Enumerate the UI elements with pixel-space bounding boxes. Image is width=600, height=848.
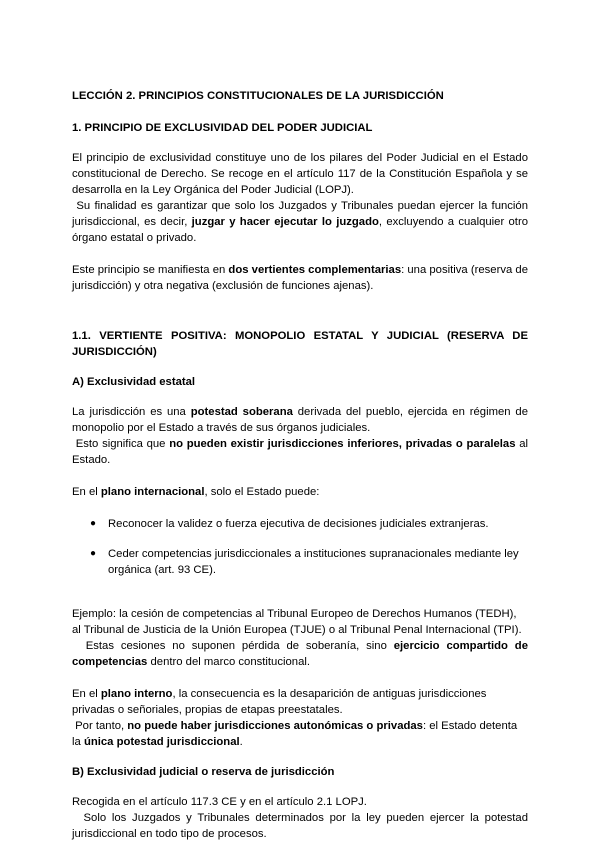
paragraph-potestad: La jurisdicción es una potestad soberana derivada del pueblo, ejercida en régimen de monopolio por el Estado a través de sus órganos judiciales.: [72, 406, 528, 434]
list-item: ● Ceder competencias jurisdiccionales a instituciones supranacionales mediante ley orgánica (art. 93 CE).: [90, 548, 519, 576]
paragraph-purpose: Su finalidad es garantizar que solo los Juzgados y Tribunales puedan ejercer la función jurisdiccional, es decir, juzgar y hacer ejecutar lo juzgado, excluyendo a cualquier otro órgano estatal o privado.: [72, 200, 528, 244]
bullet-icon: ●: [90, 518, 97, 529]
section-heading-1: 1. PRINCIPIO DE EXCLUSIVIDAD DEL PODER JUDICIAL: [72, 122, 373, 134]
paragraph-plano-internacional: En el plano internacional, solo el Estado puede:: [72, 486, 320, 498]
list-item: ● Reconocer la validez o fuerza ejecutiva de decisiones judiciales extranjeras.: [90, 518, 489, 530]
section-heading-1-1: 1.1. VERTIENTE POSITIVA: MONOPOLIO ESTATAL Y JUDICIAL (RESERVA DE JURISDICCIÓN): [72, 330, 528, 358]
intro-text: El principio de exclusividad constituye uno de los pilares del Poder Judicial en el Estado constitucional de Derecho. Se recoge en el artículo 117 de la Constitución Española y se desarrolla en la Ley Orgánica del Poder Judicial (LOPJ).: [72, 152, 528, 196]
paragraph-conclusion: Por tanto, no puede haber jurisdicciones autonómicas o privadas: el Estado detenta la única potestad jurisdiccional.: [72, 720, 518, 748]
paragraph-intro: [72, 150, 528, 198]
paragraph-recogida: Recogida en el artículo 117.3 CE y en el artículo 2.1 LOPJ.: [72, 796, 367, 808]
paragraph-ejemplo: Ejemplo: la cesión de competencias al Tribunal Europeo de Derechos Humanos (TEDH), al Tribunal de Justicia de la Unión Europea (TJUE) o al Tribunal Penal Internacional (TPI).: [72, 608, 522, 636]
paragraph-reserva: Solo los Juzgados y Tribunales determinados por la ley pueden ejercer la potestad jurisdiccional en todo tipo de procesos.: [72, 812, 528, 840]
paragraph-cesiones: Estas cesiones no suponen pérdida de soberanía, sino ejercicio compartido de competencias dentro del marco constitucional.: [72, 640, 528, 668]
bullet-icon: ●: [90, 548, 97, 559]
paragraph-plano-interno: En el plano interno, la consecuencia es la desaparición de antiguas jurisdicciones privadas o señoriales, propias de etapas preestatales.: [72, 688, 487, 716]
bullet-list: [72, 516, 528, 578]
subheading-b: B) Exclusividad judicial o reserva de jurisdicción: [72, 766, 335, 778]
paragraph-vertientes: Este principio se manifiesta en dos vertientes complementarias: una positiva (reserva de jurisdicción) y otra negativa (exclusión de funciones ajenas).: [72, 264, 528, 292]
subheading-a: A) Exclusividad estatal: [72, 376, 196, 388]
paragraph-monopolio: Esto significa que no pueden existir jurisdicciones inferiores, privadas o paralelas al Estado.: [72, 438, 529, 466]
page-title: LECCIÓN 2. PRINCIPIOS CONSTITUCIONALES DE LA JURISDICCIÓN: [72, 90, 444, 102]
